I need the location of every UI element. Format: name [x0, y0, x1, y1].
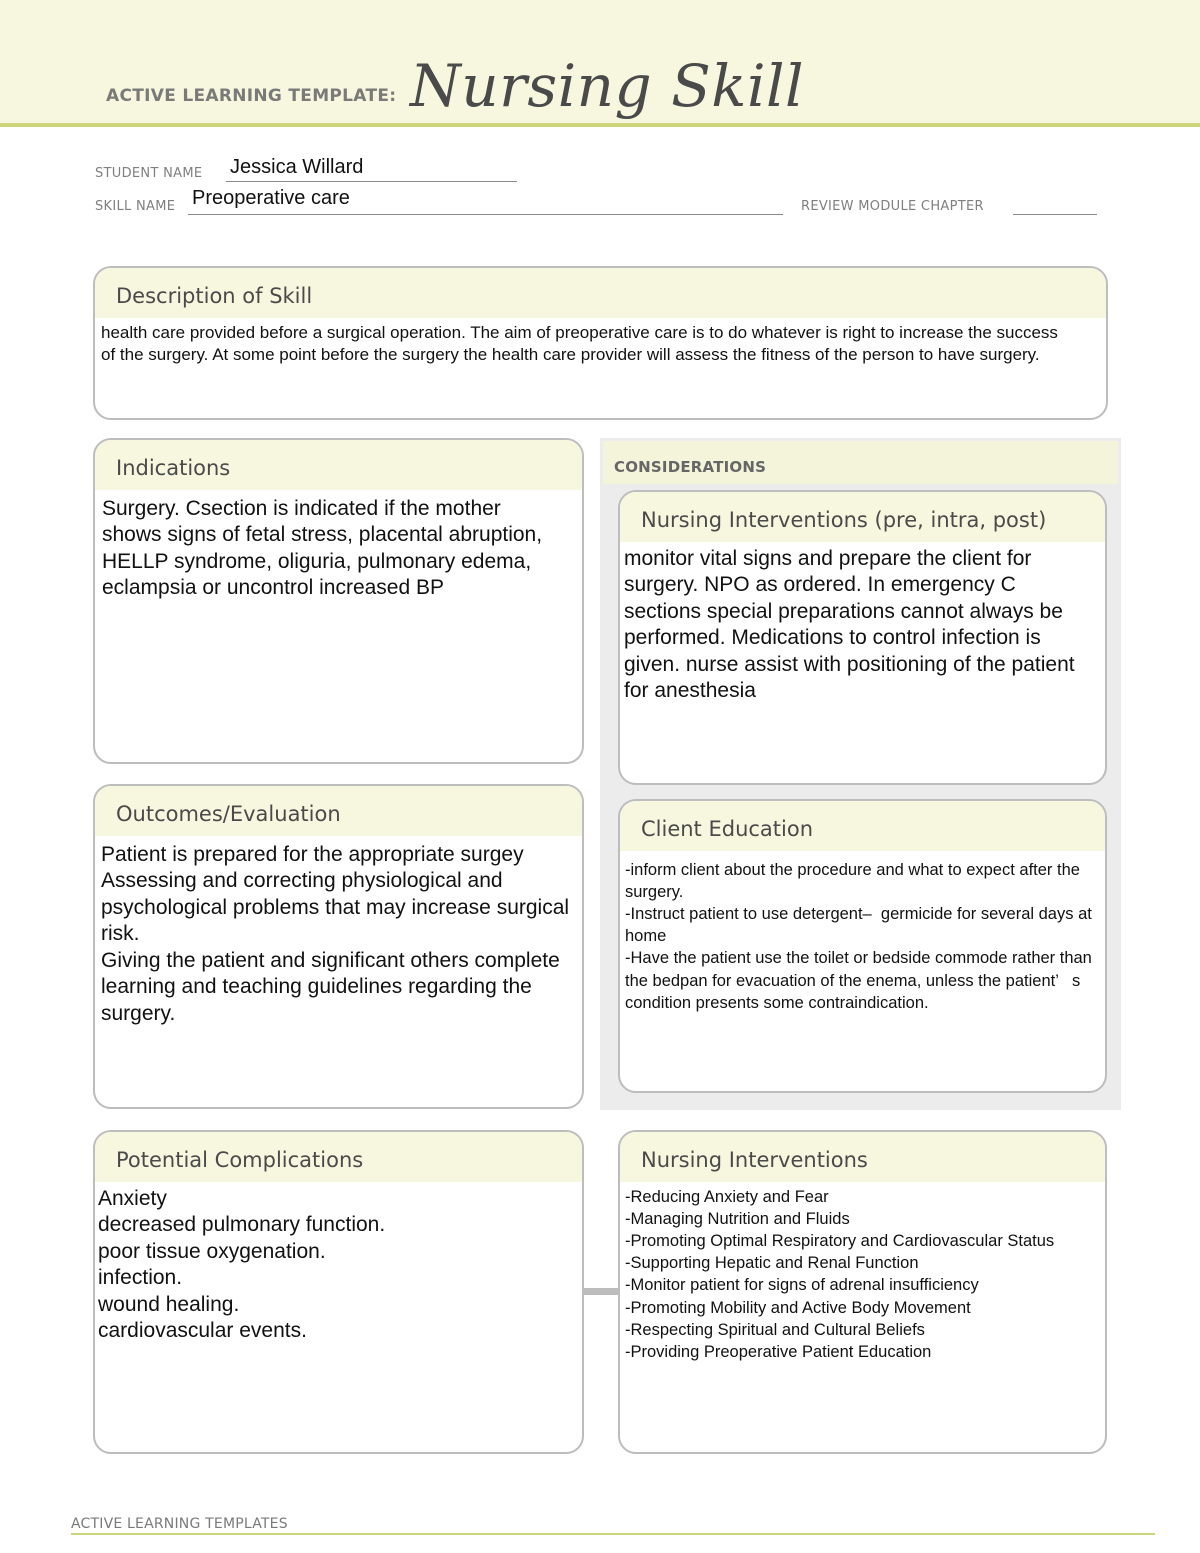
footer-label: ACTIVE LEARNING TEMPLATES — [71, 1516, 288, 1532]
indications-text[interactable]: Surgery. Csection is indicated if the mother shows signs of fetal stress, placental abruption, HELLP syndrome, oliguria, pulmonary edema, eclampsia or uncontrol increased BP — [102, 497, 543, 600]
nursing-interventions-text[interactable] — [620, 1182, 1105, 1363]
nursing-interventions-line: -Promoting Mobility and Active Body Movement — [625, 1298, 971, 1317]
student-name-label: STUDENT NAME — [95, 166, 203, 181]
footer-divider — [71, 1533, 1155, 1535]
student-name-field[interactable]: Jessica Willard — [230, 156, 364, 178]
template-title: Nursing Skill — [410, 52, 805, 120]
nursing-interventions-line: -Reducing Anxiety and Fear — [625, 1188, 829, 1206]
description-heading: Description of Skill — [95, 268, 1106, 318]
outcomes-heading: Outcomes/Evaluation — [95, 786, 582, 836]
nursing-interventions-heading: Nursing Interventions — [620, 1132, 1105, 1182]
skill-name-field[interactable]: Preoperative care — [192, 187, 350, 209]
complications-line: cardiovascular events. — [98, 1319, 307, 1343]
outcomes-line: Giving the patient and significant others complete learning and teaching guidelines regarding the surgery. — [101, 948, 566, 1025]
client-education-box — [618, 799, 1107, 1093]
nursing-interventions-line: -Monitor patient for signs of adrenal insufficiency — [625, 1276, 979, 1295]
connector-line — [582, 1288, 621, 1295]
skill-name-underline — [188, 214, 783, 215]
complications-line: infection. — [98, 1266, 183, 1290]
review-module-label: REVIEW MODULE CHAPTER — [801, 199, 984, 214]
nursing-interventions-box — [618, 1130, 1107, 1454]
client-education-line: -Have the patient use the toilet or bedside commode rather than the bedpan for evacuation of the enema, unless the patient’ s condition presents some contraindication. — [625, 949, 1097, 1012]
outcomes-line: Patient is prepared for the appropriate surgey — [101, 843, 524, 866]
considerations-label: CONSIDERATIONS — [614, 458, 767, 476]
review-module-field[interactable] — [1013, 214, 1097, 215]
client-education-text[interactable] — [620, 851, 1105, 1014]
nursing-interventions-line: -Promoting Optimal Respiratory and Cardiovascular Status — [625, 1232, 1055, 1251]
complications-line: decreased pulmonary function. — [98, 1213, 386, 1237]
client-education-line: -Instruct patient to use detergent– germicide for several days at home — [625, 905, 1097, 946]
outcomes-box — [93, 784, 584, 1109]
skill-name-label: SKILL NAME — [95, 199, 176, 214]
nursing-interventions-line: -Providing Preoperative Patient Education — [625, 1342, 932, 1361]
complications-line: Anxiety — [98, 1187, 167, 1210]
client-education-heading: Client Education — [620, 801, 1105, 851]
nursing-interventions-line: -Supporting Hepatic and Renal Function — [625, 1254, 919, 1273]
indications-box — [93, 438, 584, 764]
nursing-interventions-line: -Respecting Spiritual and Cultural Beliefs — [625, 1320, 925, 1339]
complications-text[interactable] — [95, 1182, 582, 1345]
template-label: ACTIVE LEARNING TEMPLATE: — [106, 86, 397, 106]
description-box — [93, 266, 1108, 420]
complications-box — [93, 1130, 584, 1454]
complications-heading: Potential Complications — [95, 1132, 582, 1182]
client-education-line: -inform client about the procedure and what to expect after the surgery. — [625, 861, 1085, 902]
nursing-interventions-ppi-heading: Nursing Interventions (pre, intra, post) — [620, 492, 1105, 542]
nursing-interventions-ppi-text[interactable]: monitor vital signs and prepare the client for surgery. NPO as ordered. In emergency C sections special preparations cannot always be performed. Medications to control infection is given. nurse assist with positioning of the patient for anesthesia — [624, 547, 1075, 703]
complications-line: wound healing. — [98, 1292, 240, 1316]
outcomes-line: Assessing and correcting physiological and psychological problems that may increase surgical risk. — [101, 869, 575, 946]
nursing-interventions-ppi-box — [618, 490, 1107, 785]
indications-heading: Indications — [95, 440, 582, 490]
student-name-underline — [226, 181, 517, 182]
complications-line: poor tissue oxygenation. — [98, 1239, 326, 1263]
outcomes-text[interactable] — [95, 836, 582, 1027]
header-divider — [0, 123, 1200, 127]
nursing-interventions-line: -Managing Nutrition and Fluids — [625, 1210, 850, 1229]
description-text[interactable]: health care provided before a surgical operation. The aim of preoperative care is to do whatever is right to increase the success of the surgery. At some point before the surgery the health care provider will assess the fitness of the person to have surgery. — [101, 323, 1058, 365]
